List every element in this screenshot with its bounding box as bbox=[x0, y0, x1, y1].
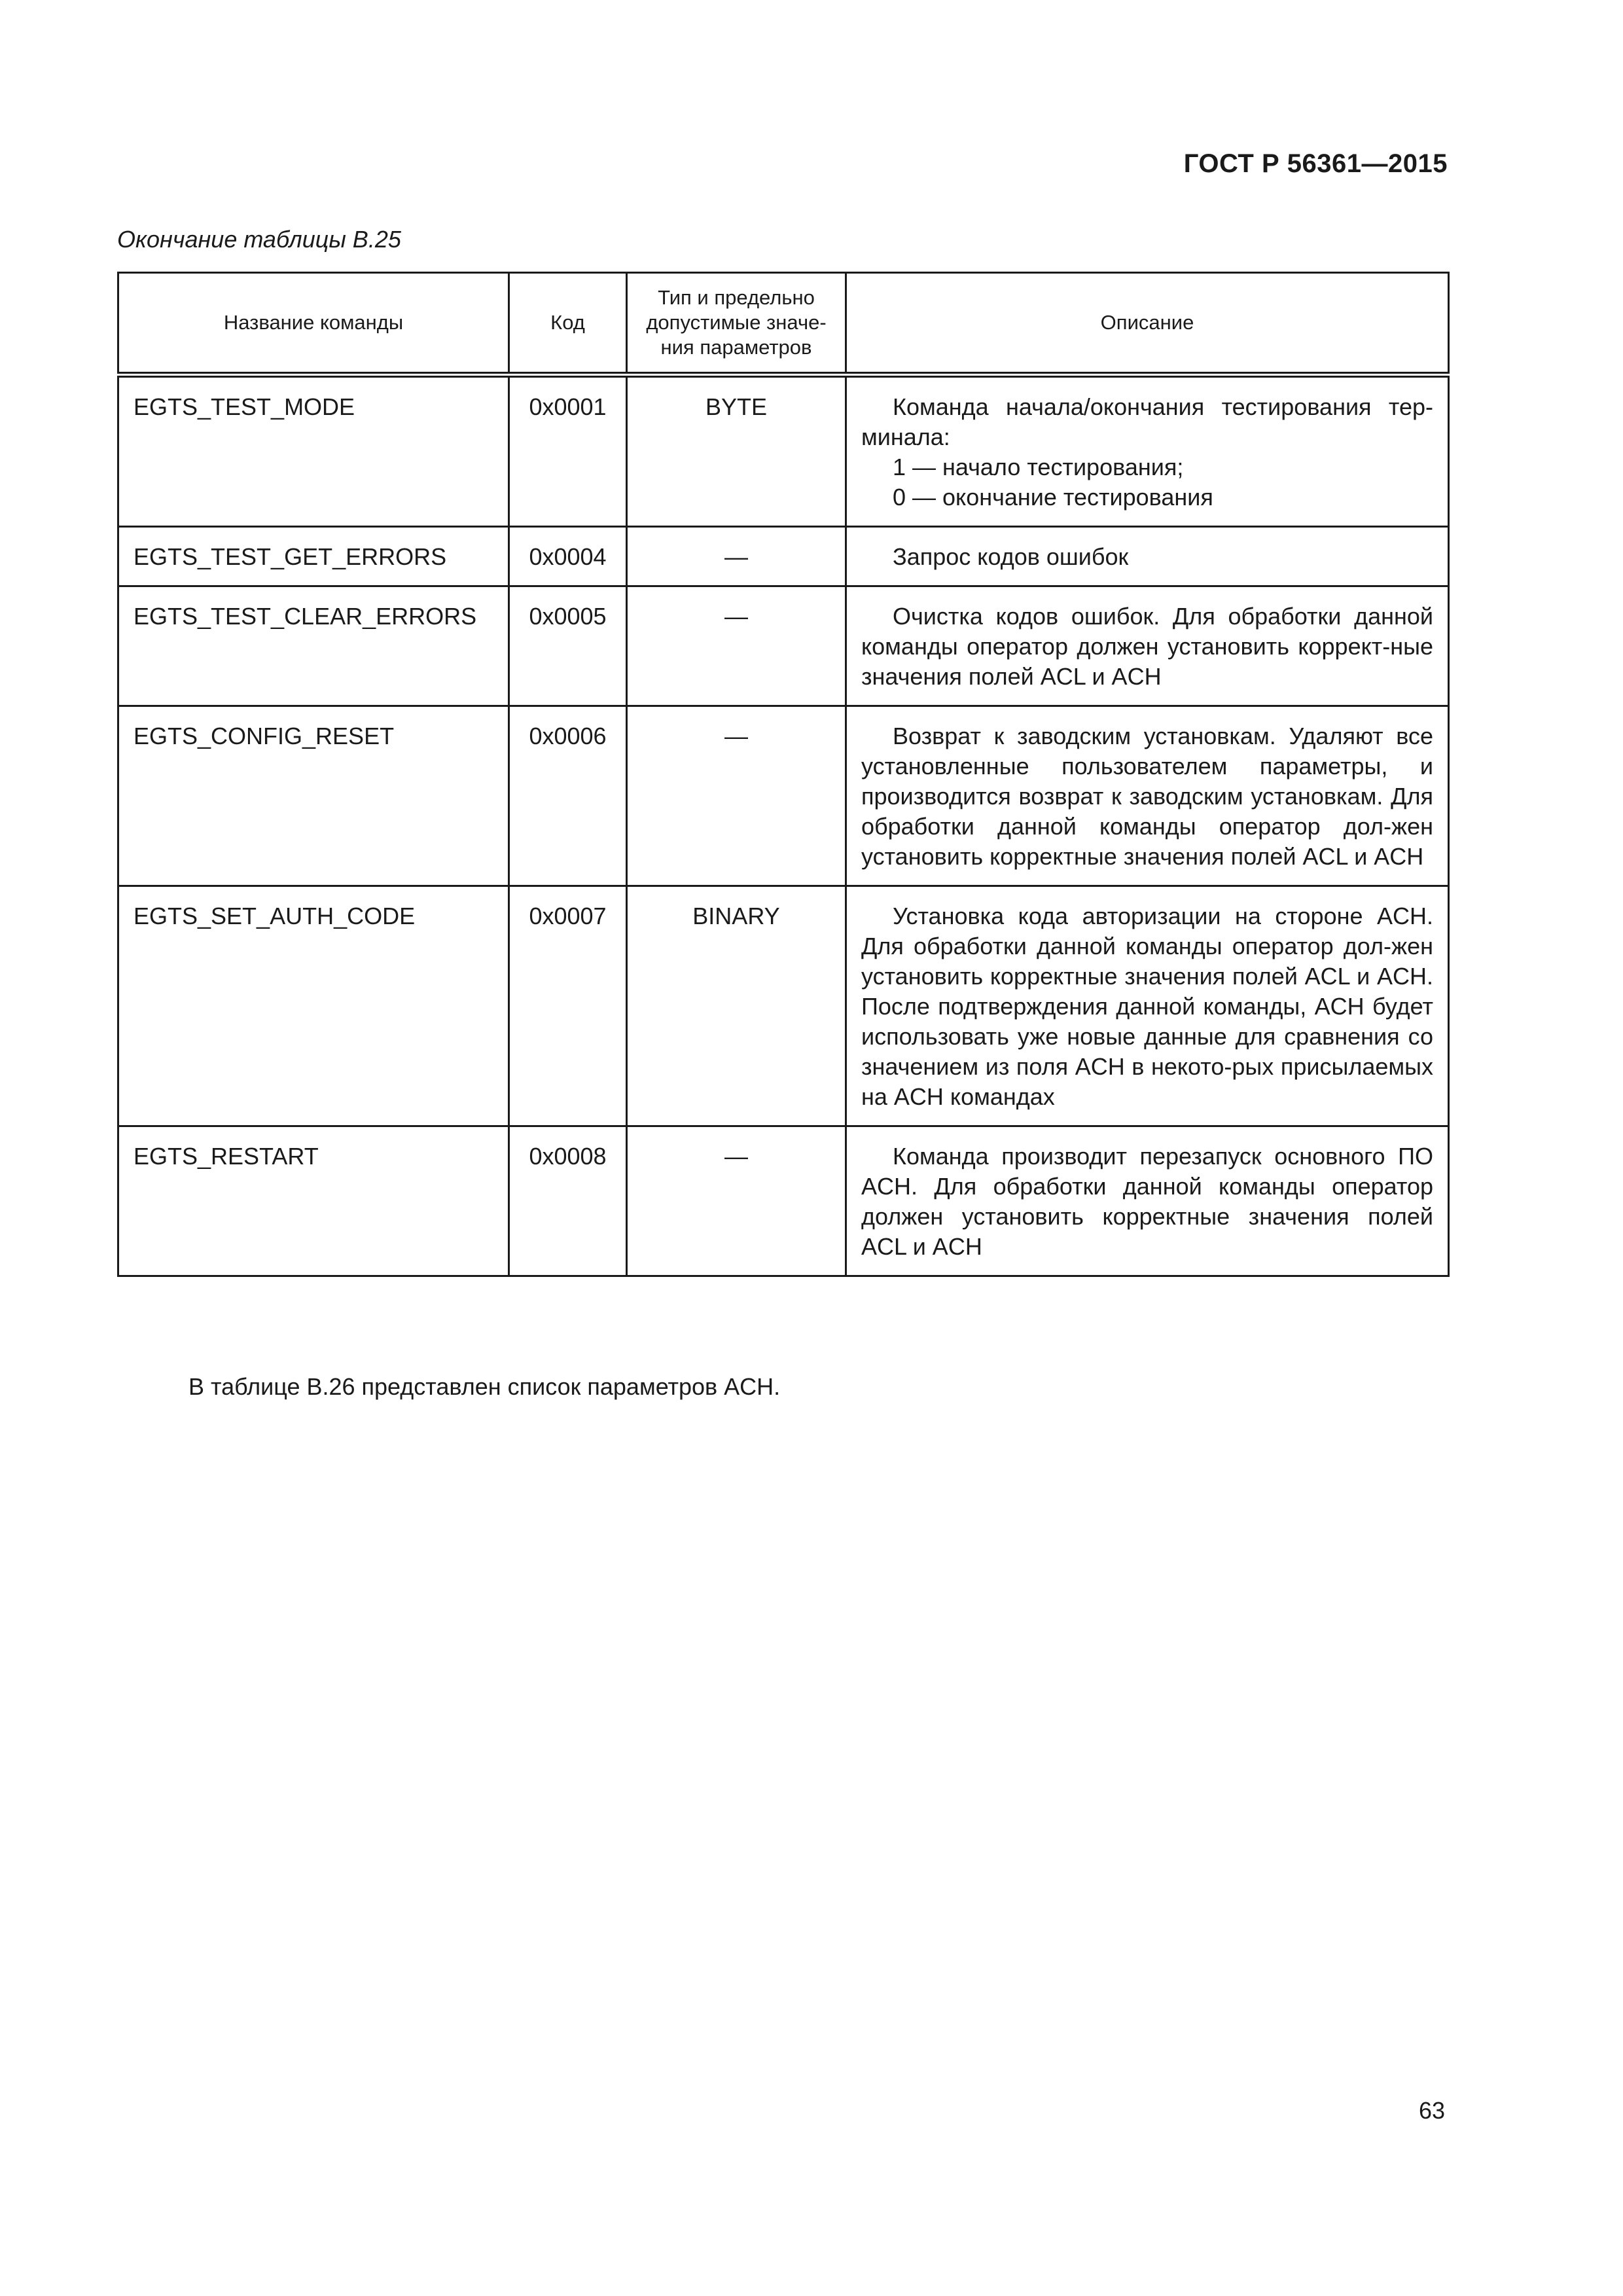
command-code-cell: 0x0004 bbox=[509, 527, 627, 586]
table-body bbox=[118, 375, 1449, 1276]
command-name-cell: EGTS_TEST_MODE bbox=[118, 375, 509, 527]
column-header-name: Название команды bbox=[118, 273, 509, 375]
body-paragraph: В таблице В.26 представлен список параметров ACH. bbox=[188, 1373, 781, 1400]
command-type-cell: — bbox=[627, 1126, 846, 1276]
description-text: Установка кода авторизации на стороне ACH. Для обработки данной команды оператор дол-жен установить корректные значения полей ACL и ACH. После подтверждения данной команды, ACH будет использовать уже новые данные для сравнения со значением из поля ACH в некото-рых присылаемых на ACH командах bbox=[861, 903, 1433, 1110]
command-name-cell: EGTS_RESTART bbox=[118, 1126, 509, 1276]
command-type-cell: — bbox=[627, 527, 846, 586]
table-caption: Окончание таблицы В.25 bbox=[117, 226, 401, 253]
description-text: Очистка кодов ошибок. Для обработки данной команды оператор должен установить коррект-ные значения полей ACL и ACH bbox=[861, 603, 1433, 690]
description-text: Возврат к заводским установкам. Удаляют все установленные пользователем параметры, и производится возврат к заводским установкам. Для обработки данной команды оператор дол-жен установить корректные значения полей ACL и ACH bbox=[861, 723, 1433, 870]
description-text: Команда начала/окончания тестирования тер-минала: bbox=[861, 393, 1433, 450]
command-description-cell bbox=[846, 1126, 1449, 1276]
table-header-row bbox=[118, 273, 1449, 375]
command-description-cell bbox=[846, 886, 1449, 1126]
command-description-cell bbox=[846, 375, 1449, 527]
column-header-description: Описание bbox=[846, 273, 1449, 375]
command-code-cell: 0x0006 bbox=[509, 706, 627, 886]
table-row bbox=[118, 586, 1449, 706]
table-row bbox=[118, 1126, 1449, 1276]
description-list-item: 0 — окончание тестирования bbox=[893, 484, 1213, 511]
command-description-cell bbox=[846, 586, 1449, 706]
command-description-cell bbox=[846, 527, 1449, 586]
table-row bbox=[118, 375, 1449, 527]
command-type-cell: — bbox=[627, 586, 846, 706]
command-name-cell: EGTS_SET_AUTH_CODE bbox=[118, 886, 509, 1126]
command-name-cell: EGTS_TEST_GET_ERRORS bbox=[118, 527, 509, 586]
command-code-cell: 0x0008 bbox=[509, 1126, 627, 1276]
command-type-cell: — bbox=[627, 706, 846, 886]
column-header-type: Тип и предельно допустимые значе-ния параметров bbox=[627, 273, 846, 375]
description-text: Запрос кодов ошибок bbox=[893, 543, 1129, 570]
table-row bbox=[118, 886, 1449, 1126]
description-text: Команда производит перезапуск основного ПО ACH. Для обработки данной команды оператор должен установить корректные значения полей ACL и ACH bbox=[861, 1143, 1433, 1260]
description-list-item: 1 — начало тестирования; bbox=[893, 454, 1184, 480]
page-number: 63 bbox=[1418, 2097, 1445, 2124]
command-type-cell: BINARY bbox=[627, 886, 846, 1126]
command-description-cell bbox=[846, 706, 1449, 886]
command-code-cell: 0x0007 bbox=[509, 886, 627, 1126]
command-name-cell: EGTS_CONFIG_RESET bbox=[118, 706, 509, 886]
table-row bbox=[118, 706, 1449, 886]
command-type-cell: BYTE bbox=[627, 375, 846, 527]
document-code: ГОСТ Р 56361—2015 bbox=[1183, 149, 1448, 178]
command-name-cell: EGTS_TEST_CLEAR_ERRORS bbox=[118, 586, 509, 706]
column-header-code: Код bbox=[509, 273, 627, 375]
command-code-cell: 0x0005 bbox=[509, 586, 627, 706]
command-code-cell: 0x0001 bbox=[509, 375, 627, 527]
commands-table bbox=[117, 272, 1450, 1277]
table-row bbox=[118, 527, 1449, 586]
